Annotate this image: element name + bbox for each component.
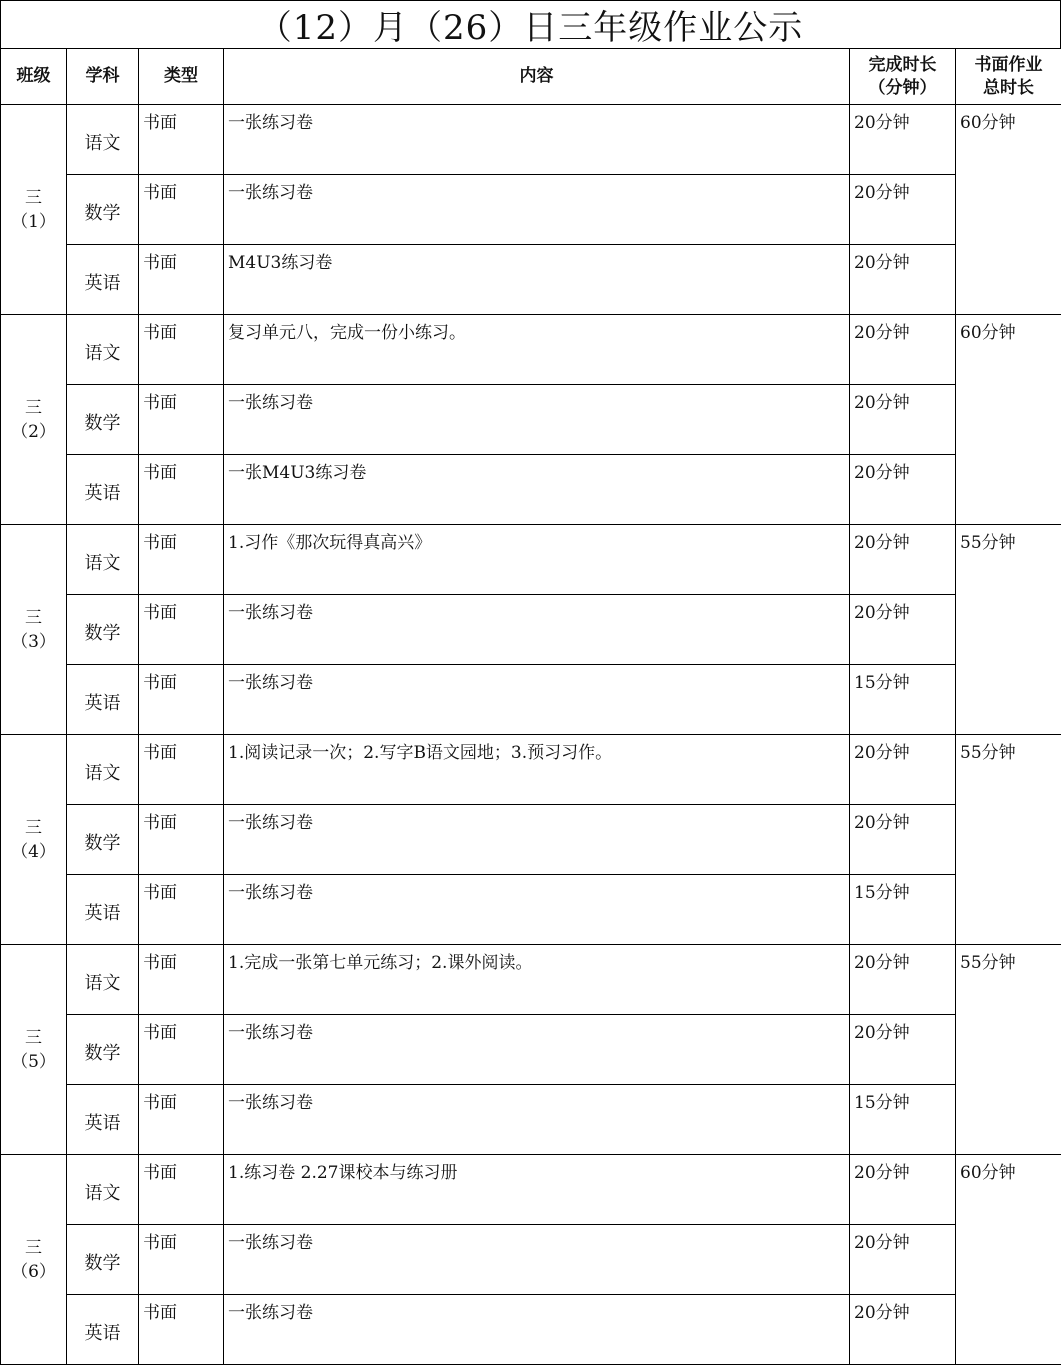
table-row	[1, 175, 1061, 245]
subject-cell: 语文	[67, 945, 139, 1015]
class-number: （4）	[11, 841, 56, 862]
duration-cell: 20分钟	[850, 595, 956, 665]
type-cell: 书面	[139, 385, 224, 455]
content-cell: 一张练习卷	[224, 1225, 850, 1295]
type-cell: 书面	[139, 1085, 224, 1155]
content-cell: 复习单元八，完成一份小练习。	[224, 315, 850, 385]
table-row	[1, 595, 1061, 665]
type-cell: 书面	[139, 1225, 224, 1295]
total-duration-cell: 60分钟	[956, 315, 1061, 525]
header-total-line2: 总时长	[983, 77, 1034, 98]
duration-cell: 20分钟	[850, 525, 956, 595]
class-cell	[1, 735, 67, 945]
duration-cell: 20分钟	[850, 945, 956, 1015]
type-cell: 书面	[139, 175, 224, 245]
type-cell: 书面	[139, 735, 224, 805]
header-row	[1, 49, 1061, 105]
subject-cell: 数学	[67, 175, 139, 245]
class-grade: 三	[25, 817, 42, 838]
class-number: （6）	[11, 1261, 56, 1282]
content-cell: 一张练习卷	[224, 175, 850, 245]
header-total	[956, 49, 1061, 105]
class-grade: 三	[25, 607, 42, 628]
subject-cell: 语文	[67, 315, 139, 385]
class-number: （2）	[11, 421, 56, 442]
table-row	[1, 1085, 1061, 1155]
content-cell: 一张练习卷	[224, 385, 850, 455]
sheet-title: （12）月（26）日三年级作业公示	[0, 0, 1061, 48]
duration-cell: 20分钟	[850, 245, 956, 315]
content-cell: 一张练习卷	[224, 595, 850, 665]
subject-cell: 英语	[67, 245, 139, 315]
duration-cell: 20分钟	[850, 105, 956, 175]
class-grade: 三	[25, 187, 42, 208]
table-row	[1, 105, 1061, 175]
total-duration-cell: 60分钟	[956, 1155, 1061, 1365]
table-row	[1, 245, 1061, 315]
subject-cell: 英语	[67, 665, 139, 735]
content-cell: 一张练习卷	[224, 105, 850, 175]
table-body	[1, 105, 1061, 1365]
total-duration-cell: 55分钟	[956, 525, 1061, 735]
table-row	[1, 1015, 1061, 1085]
content-cell: 一张练习卷	[224, 1015, 850, 1085]
type-cell: 书面	[139, 1015, 224, 1085]
subject-cell: 语文	[67, 525, 139, 595]
duration-cell: 20分钟	[850, 1225, 956, 1295]
content-cell: 1.习作《那次玩得真高兴》	[224, 525, 850, 595]
subject-cell: 英语	[67, 1085, 139, 1155]
duration-cell: 15分钟	[850, 875, 956, 945]
type-cell: 书面	[139, 595, 224, 665]
duration-cell: 15分钟	[850, 1085, 956, 1155]
duration-cell: 20分钟	[850, 1295, 956, 1365]
subject-cell: 语文	[67, 1155, 139, 1225]
content-cell: 一张练习卷	[224, 665, 850, 735]
content-cell: 1.阅读记录一次；2.写字B语文园地；3.预习习作。	[224, 735, 850, 805]
homework-table	[0, 48, 1061, 1365]
table-row	[1, 805, 1061, 875]
class-cell	[1, 315, 67, 525]
total-duration-cell: 55分钟	[956, 735, 1061, 945]
header-duration-line1: 完成时长	[868, 54, 937, 75]
subject-cell: 语文	[67, 735, 139, 805]
type-cell: 书面	[139, 315, 224, 385]
content-cell: 一张M4U3练习卷	[224, 455, 850, 525]
duration-cell: 20分钟	[850, 1015, 956, 1085]
table-row	[1, 1225, 1061, 1295]
subject-cell: 英语	[67, 455, 139, 525]
duration-cell: 15分钟	[850, 665, 956, 735]
table-row	[1, 665, 1061, 735]
table-row	[1, 385, 1061, 455]
header-class: 班级	[1, 49, 67, 105]
subject-cell: 数学	[67, 595, 139, 665]
duration-cell: 20分钟	[850, 315, 956, 385]
duration-cell: 20分钟	[850, 175, 956, 245]
table-row	[1, 455, 1061, 525]
type-cell: 书面	[139, 1295, 224, 1365]
duration-cell: 20分钟	[850, 1155, 956, 1225]
table-row	[1, 525, 1061, 595]
subject-cell: 英语	[67, 1295, 139, 1365]
subject-cell: 数学	[67, 1015, 139, 1085]
header-total-line1: 书面作业	[974, 54, 1043, 75]
class-grade: 三	[25, 1237, 42, 1258]
header-subject: 学科	[67, 49, 139, 105]
total-duration-cell: 55分钟	[956, 945, 1061, 1155]
type-cell: 书面	[139, 525, 224, 595]
table-row	[1, 875, 1061, 945]
content-cell: M4U3练习卷	[224, 245, 850, 315]
class-number: （1）	[11, 211, 56, 232]
class-grade: 三	[25, 397, 42, 418]
class-cell	[1, 1155, 67, 1365]
table-row	[1, 945, 1061, 1015]
type-cell: 书面	[139, 455, 224, 525]
class-number: （5）	[11, 1051, 56, 1072]
type-cell: 书面	[139, 1155, 224, 1225]
class-cell	[1, 945, 67, 1155]
content-cell: 1.完成一张第七单元练习；2.课外阅读。	[224, 945, 850, 1015]
subject-cell: 数学	[67, 1225, 139, 1295]
duration-cell: 20分钟	[850, 455, 956, 525]
duration-cell: 20分钟	[850, 385, 956, 455]
type-cell: 书面	[139, 665, 224, 735]
header-duration-line2: （分钟）	[868, 77, 937, 98]
subject-cell: 英语	[67, 875, 139, 945]
class-cell	[1, 105, 67, 315]
type-cell: 书面	[139, 875, 224, 945]
duration-cell: 20分钟	[850, 805, 956, 875]
type-cell: 书面	[139, 105, 224, 175]
type-cell: 书面	[139, 245, 224, 315]
content-cell: 一张练习卷	[224, 875, 850, 945]
type-cell: 书面	[139, 805, 224, 875]
content-cell: 一张练习卷	[224, 1085, 850, 1155]
subject-cell: 数学	[67, 805, 139, 875]
table-row	[1, 735, 1061, 805]
table-row	[1, 315, 1061, 385]
class-cell	[1, 525, 67, 735]
header-content: 内容	[224, 49, 850, 105]
table-row	[1, 1155, 1061, 1225]
table-row	[1, 1295, 1061, 1365]
type-cell: 书面	[139, 945, 224, 1015]
subject-cell: 语文	[67, 105, 139, 175]
content-cell: 1.练习卷 2.27课校本与练习册	[224, 1155, 850, 1225]
content-cell: 一张练习卷	[224, 1295, 850, 1365]
content-cell: 一张练习卷	[224, 805, 850, 875]
class-number: （3）	[11, 631, 56, 652]
header-type: 类型	[139, 49, 224, 105]
header-duration	[850, 49, 956, 105]
class-grade: 三	[25, 1027, 42, 1048]
duration-cell: 20分钟	[850, 735, 956, 805]
total-duration-cell: 60分钟	[956, 105, 1061, 315]
subject-cell: 数学	[67, 385, 139, 455]
